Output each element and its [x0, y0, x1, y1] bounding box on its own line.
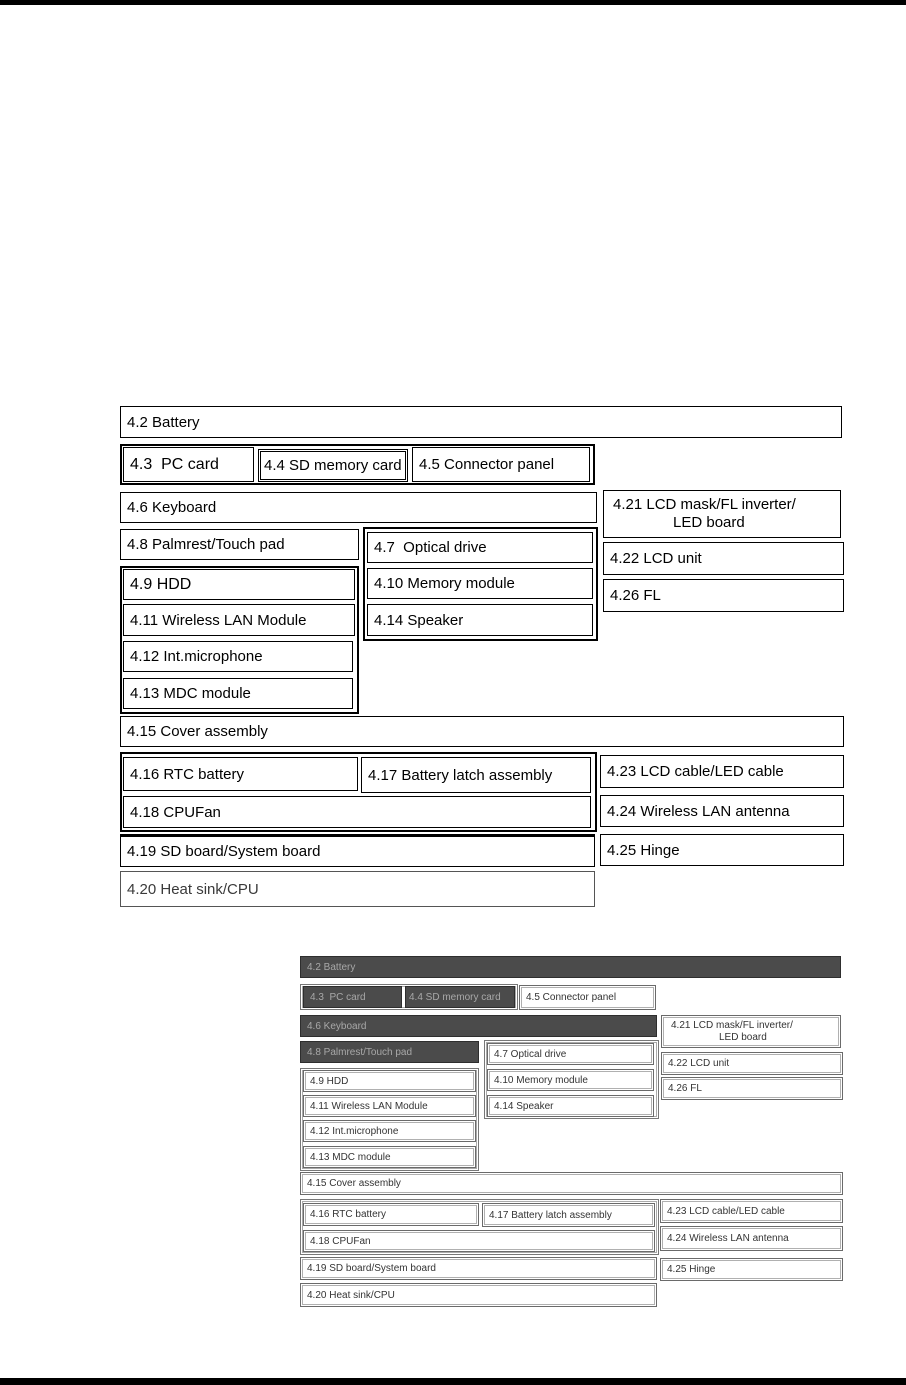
step-label: 4.2 Battery — [307, 961, 356, 973]
step-label: 4.14 Speaker — [494, 1100, 554, 1112]
step-keyboard — [120, 492, 597, 523]
step-label: 4.23 LCD cable/LED cable — [667, 1205, 785, 1217]
step-label: 4.5 Connector panel — [419, 456, 555, 473]
top-rule — [0, 0, 906, 5]
mini-step-heat-sink — [300, 1283, 657, 1307]
step-label: 4.24 Wireless LAN antenna — [667, 1233, 789, 1244]
mini-step-lcd-cable — [660, 1199, 843, 1223]
step-label-line2: LED board — [719, 1031, 767, 1043]
step-label: 4.9 HDD — [130, 575, 192, 593]
mini-step-mdc-module — [303, 1146, 476, 1168]
step-label-line2: LED board — [673, 514, 745, 531]
step-label-line1: 4.21 LCD mask/FL inverter/ — [613, 496, 796, 513]
step-palmrest — [120, 529, 359, 560]
mini-step-rtc-battery — [303, 1203, 479, 1226]
step-label: 4.16 RTC battery — [310, 1209, 386, 1220]
step-cpu-fan — [123, 796, 591, 828]
step-int-microphone — [123, 641, 353, 672]
step-label: 4.4 SD memory card — [409, 991, 501, 1003]
step-system-board — [120, 834, 595, 867]
step-label: 4.6 Keyboard — [307, 1020, 367, 1032]
step-lcd-unit — [603, 542, 844, 575]
step-label: 4.26 FL — [610, 587, 661, 604]
step-mdc-module — [123, 678, 353, 709]
step-wireless-lan-module — [123, 604, 355, 636]
step-label: 4.3 PC card — [310, 991, 366, 1003]
mini-step-memory-module — [487, 1069, 654, 1091]
step-rtc-battery — [123, 757, 358, 791]
mini-step-lcd-unit — [661, 1052, 843, 1075]
step-label: 4.20 Heat sink/CPU — [127, 880, 259, 898]
step-label: 4.22 LCD unit — [610, 550, 702, 567]
step-label: 4.26 FL — [668, 1083, 702, 1094]
mini-step-wireless-lan-module — [303, 1095, 476, 1117]
step-label-line1: 4.21 LCD mask/FL inverter/ — [671, 1019, 793, 1031]
step-label: 4.17 Battery latch assembly — [489, 1209, 612, 1221]
mini-step-cpu-fan — [303, 1230, 655, 1252]
step-label: 4.8 Palmrest/Touch pad — [307, 1046, 413, 1058]
step-label: 4.14 Speaker — [374, 611, 464, 629]
step-label: 4.7 Optical drive — [494, 1048, 567, 1060]
step-connector-panel — [412, 447, 590, 482]
step-label: 4.16 RTC battery — [130, 765, 244, 783]
step-label: 4.25 Hinge — [607, 841, 680, 859]
step-label: 4.24 Wireless LAN antenna — [607, 802, 790, 820]
step-label: 4.10 Memory module — [494, 1074, 588, 1086]
mini-step-cover-assembly — [300, 1172, 843, 1195]
step-label: 4.4 SD memory card — [264, 457, 402, 474]
step-pc-card — [123, 447, 254, 482]
step-cover-assembly — [120, 716, 844, 747]
step-memory-module — [367, 568, 593, 599]
step-label: 4.17 Battery latch assembly — [368, 766, 553, 784]
step-label: 4.8 Palmrest/Touch pad — [127, 536, 285, 553]
step-label: 4.19 SD board/System board — [307, 1263, 436, 1274]
step-label: 4.13 MDC module — [130, 685, 251, 702]
mini-step-battery-latch — [482, 1203, 655, 1227]
mini-step-pc-card — [303, 986, 402, 1008]
mini-step-optical-drive — [487, 1043, 654, 1065]
step-wireless-lan-antenna — [600, 795, 844, 827]
mini-step-lcd-mask — [661, 1015, 841, 1048]
step-heat-sink — [120, 871, 595, 907]
step-label: 4.3 PC card — [130, 455, 219, 473]
step-label: 4.15 Cover assembly — [307, 1178, 401, 1189]
mini-step-speaker — [487, 1095, 654, 1117]
step-speaker — [367, 604, 593, 636]
step-fl — [603, 579, 844, 612]
mini-step-int-microphone — [303, 1120, 476, 1142]
step-label: 4.12 Int.microphone — [310, 1125, 399, 1137]
step-lcd-mask — [603, 490, 841, 538]
step-label: 4.18 CPUFan — [310, 1235, 371, 1247]
step-label: 4.11 Wireless LAN Module — [130, 611, 307, 629]
mini-step-system-board — [300, 1257, 657, 1280]
step-battery — [120, 406, 842, 438]
step-label: 4.13 MDC module — [310, 1151, 391, 1163]
step-label: 4.20 Heat sink/CPU — [307, 1289, 395, 1301]
step-label: 4.25 Hinge — [667, 1264, 716, 1275]
mini-step-sd-memory-card — [405, 986, 515, 1008]
step-label: 4.7 Optical drive — [374, 539, 487, 556]
step-label: 4.22 LCD unit — [668, 1058, 730, 1069]
mini-step-fl — [661, 1077, 843, 1100]
step-hinge — [600, 834, 844, 866]
step-lcd-cable — [600, 755, 844, 788]
step-label: 4.19 SD board/System board — [127, 843, 321, 860]
bottom-rule — [0, 1378, 906, 1385]
mini-step-battery — [300, 956, 841, 978]
step-label: 4.9 HDD — [310, 1075, 349, 1087]
mini-step-palmrest — [300, 1041, 479, 1063]
step-battery-latch — [361, 757, 591, 793]
step-label: 4.5 Connector panel — [526, 992, 617, 1003]
step-hdd — [123, 569, 355, 600]
step-label: 4.6 Keyboard — [127, 499, 217, 516]
step-label: 4.15 Cover assembly — [127, 723, 268, 740]
step-label: 4.10 Memory module — [374, 575, 515, 592]
step-label: 4.12 Int.microphone — [130, 648, 263, 665]
step-label: 4.11 Wireless LAN Module — [310, 1100, 428, 1112]
step-label: 4.2 Battery — [127, 413, 200, 431]
mini-step-wireless-lan-antenna — [660, 1226, 843, 1251]
mini-step-hdd — [303, 1070, 476, 1092]
mini-step-hinge — [660, 1258, 843, 1281]
mini-step-connector-panel — [519, 985, 656, 1010]
mini-step-keyboard — [300, 1015, 657, 1037]
step-optical-drive — [367, 532, 593, 563]
step-label: 4.23 LCD cable/LED cable — [607, 763, 784, 780]
step-sd-memory-card — [258, 449, 408, 482]
step-label: 4.18 CPUFan — [130, 803, 221, 821]
